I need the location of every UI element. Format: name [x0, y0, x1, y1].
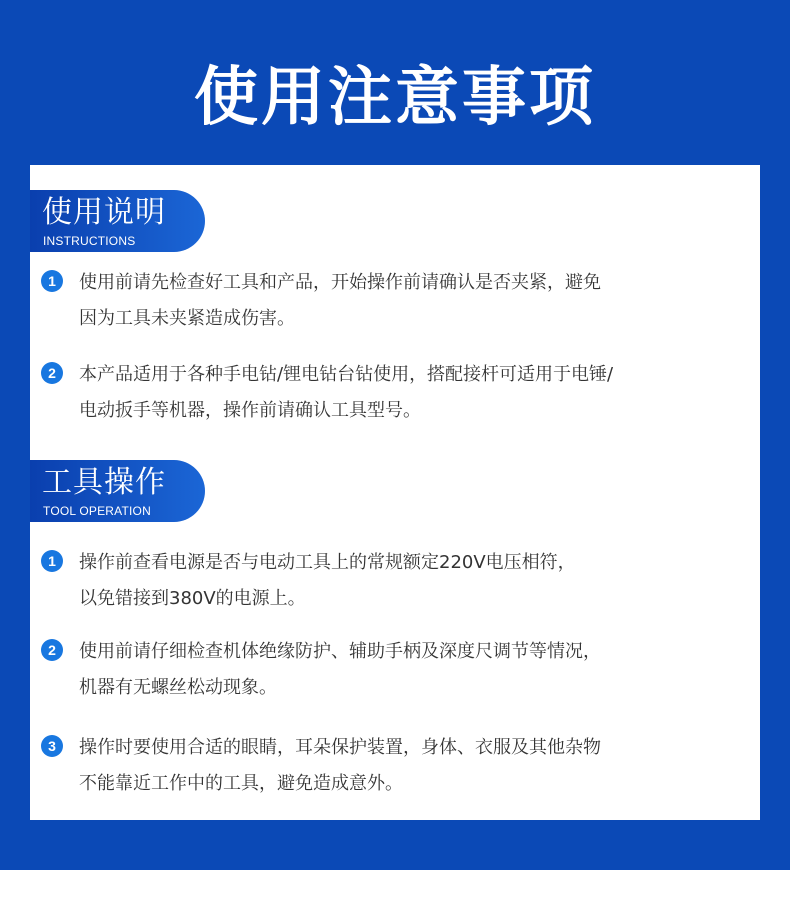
item-line: 操作时要使用合适的眼睛，耳朵保护装置，身体、衣服及其他杂物	[79, 737, 601, 758]
item-text	[79, 730, 719, 802]
item-text	[79, 357, 719, 429]
section-title-cn: 使用说明	[42, 195, 166, 230]
page-title: 使用注意事项	[194, 61, 596, 135]
section-header-instructions	[30, 190, 205, 252]
section-title-en: INSTRUCTIONS	[43, 234, 136, 248]
number-badge: 1	[41, 550, 63, 572]
section-header-tool-operation	[30, 460, 205, 522]
item-text	[79, 265, 719, 337]
number-badge: 1	[41, 270, 63, 292]
section-title-cn: 工具操作	[42, 465, 166, 500]
item-text	[79, 545, 719, 617]
number-badge: 2	[41, 362, 63, 384]
item-line: 操作前查看电源是否与电动工具上的常规额定220V电压相符，	[79, 552, 576, 573]
bottom-strip	[0, 870, 790, 897]
item-line: 因为工具未夹紧造成伤害。	[79, 308, 295, 329]
item-line: 使用前请仔细检查机体绝缘防护、辅助手柄及深度尺调节等情况，	[79, 641, 601, 662]
content-card	[30, 165, 760, 820]
item-line: 机器有无螺丝松动现象。	[79, 677, 277, 698]
item-line: 本产品适用于各种手电钻/锂电钻台钻使用，搭配接杆可适用于电锤/	[79, 364, 614, 385]
section-title-en: TOOL OPERATION	[43, 504, 151, 518]
item-line: 不能靠近工作中的工具，避免造成意外。	[79, 773, 403, 794]
number-badge: 2	[41, 639, 63, 661]
item-line: 使用前请先检查好工具和产品，开始操作前请确认是否夹紧，避免	[79, 272, 601, 293]
item-text	[79, 634, 719, 706]
item-line: 以免错接到380V的电源上。	[79, 588, 306, 609]
item-line: 电动扳手等机器，操作前请确认工具型号。	[79, 400, 421, 421]
number-badge: 3	[41, 735, 63, 757]
